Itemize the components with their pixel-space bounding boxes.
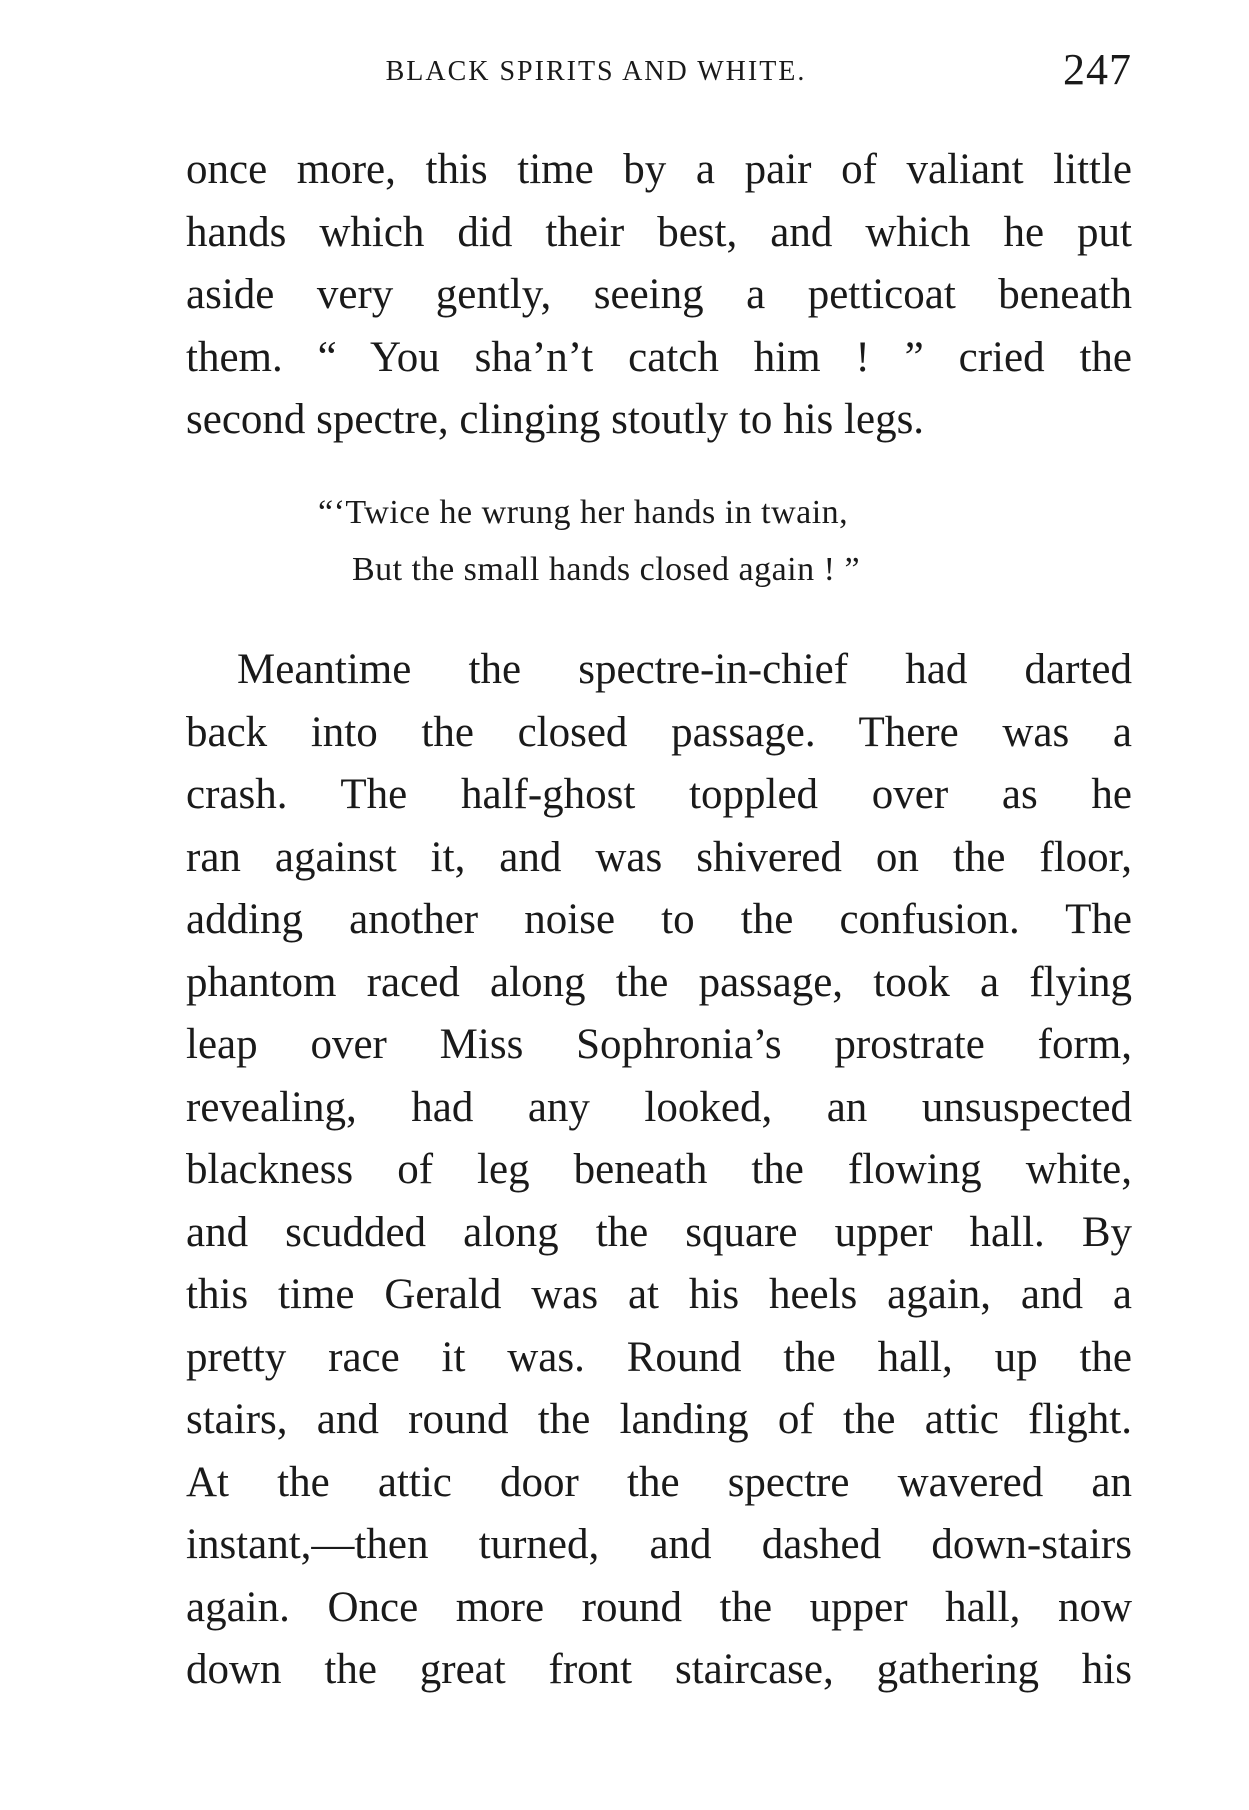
running-title: BLACK SPIRITS AND WHITE. <box>385 56 807 87</box>
text-line: crash. The half-ghost toppled over as he <box>186 771 1132 818</box>
text-line: them. “ You sha’n’t catch him ! ” cried the <box>186 333 1132 381</box>
text-line: down the great front staircase, gathering his <box>186 1646 1132 1693</box>
text-line: Meantime the spectre-in-chief had darted <box>237 646 1132 693</box>
text-line: hands which did their best, and which he put <box>186 208 1132 256</box>
text-line: and scudded along the square upper hall. By <box>186 1208 1132 1256</box>
text-line: revealing, had any looked, an unsuspected <box>186 1083 1132 1131</box>
page-number: 247 <box>1063 45 1132 94</box>
running-head <box>186 44 1132 94</box>
text-line: aside very gently, seeing a petticoat beneath <box>186 271 1132 318</box>
paragraph-2 <box>186 639 1132 1702</box>
text-line: pretty race it was. Round the hall, up the <box>186 1333 1132 1381</box>
text-line: blackness of leg beneath the flowing white, <box>186 1146 1132 1193</box>
verse-line: “‘Twice he wrung her hands in twain, <box>318 494 849 531</box>
paragraph-1 <box>186 139 1132 452</box>
text-line: leap over Miss Sophronia’s prostrate form, <box>186 1021 1132 1068</box>
text-line: ran against it, and was shivered on the floor, <box>186 833 1132 881</box>
text-line: instant,—then turned, and dashed down-stairs <box>186 1521 1132 1568</box>
text-line: once more, this time by a pair of valiant little <box>186 146 1132 193</box>
text-line: again. Once more round the upper hall, now <box>186 1583 1132 1631</box>
text-line: this time Gerald was at his heels again, and a <box>186 1271 1132 1318</box>
verse-line: But the small hands closed again ! ” <box>352 551 861 588</box>
text-line: second spectre, clinging stoutly to his legs. <box>186 396 925 443</box>
text-line: At the attic door the spectre wavered an <box>186 1458 1132 1506</box>
verse-quotation <box>318 484 1038 598</box>
text-line: adding another noise to the confusion. The <box>186 896 1132 943</box>
text-line: back into the closed passage. There was a <box>186 708 1132 756</box>
text-line: phantom raced along the passage, took a flying <box>186 958 1132 1006</box>
text-line: stairs, and round the landing of the attic flight. <box>186 1396 1132 1443</box>
